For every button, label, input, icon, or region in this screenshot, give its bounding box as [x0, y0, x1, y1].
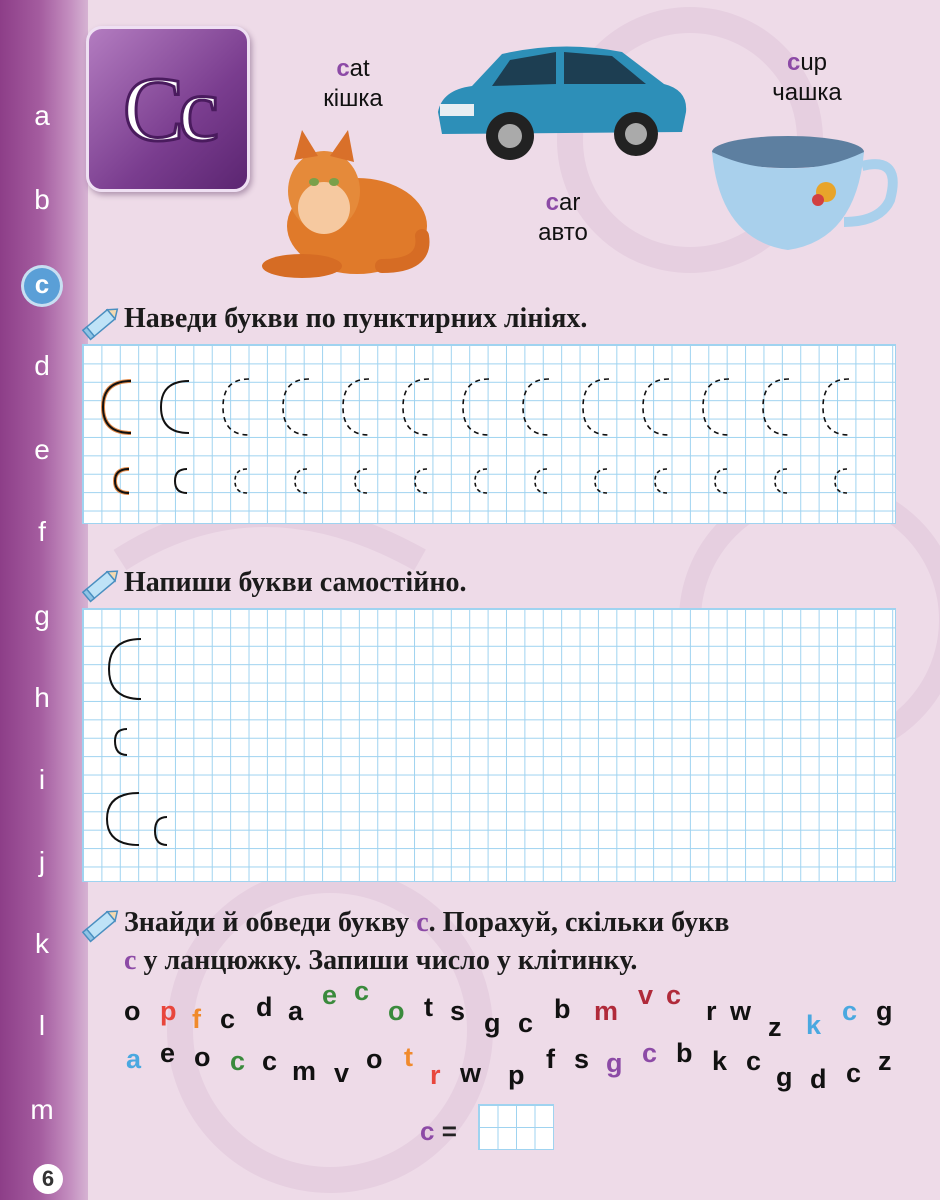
word-cup-rest: up — [800, 49, 828, 76]
answer-label — [420, 1116, 457, 1147]
side-letter-k: k — [35, 928, 49, 959]
chain-letter[interactable]: k — [712, 1046, 728, 1076]
side-letter-f: f — [38, 516, 46, 547]
side-letter-c-active: c — [24, 268, 60, 304]
chain-letter[interactable]: g — [606, 1048, 623, 1078]
instruction-find-line2 — [124, 942, 637, 980]
chain-letter[interactable]: c — [354, 976, 370, 1006]
side-letter-b: b — [34, 184, 50, 215]
letter-tile — [86, 26, 250, 192]
chain-letter[interactable]: o — [366, 1044, 383, 1074]
instruction-find-letter: c — [416, 907, 429, 938]
chain-letter[interactable]: z — [768, 1012, 782, 1042]
chain-letter[interactable]: w — [460, 1058, 482, 1088]
page-number: 6 — [33, 1164, 63, 1194]
chain-letter[interactable]: o — [194, 1042, 211, 1072]
chain-letter[interactable]: v — [334, 1058, 350, 1088]
trace-grid[interactable] — [82, 344, 896, 524]
instruction-write: Напиши букви самостійно. — [124, 567, 467, 598]
chain-letter[interactable]: k — [806, 1010, 822, 1040]
answer-letter: c — [420, 1116, 435, 1146]
chain-letter[interactable]: s — [574, 1044, 590, 1074]
write-example-pair — [83, 609, 84, 610]
word-cat-first-letter: c — [336, 55, 350, 82]
chain-letter[interactable]: m — [292, 1056, 317, 1086]
word-cat — [298, 54, 408, 114]
chain-letter[interactable]: f — [546, 1044, 555, 1074]
chain-letter[interactable]: c — [230, 1046, 246, 1076]
letter-tile-text: Cc — [122, 58, 214, 160]
chain-letter[interactable]: g — [484, 1008, 501, 1038]
chain-letter[interactable]: t — [404, 1042, 413, 1072]
alphabet-sidebar — [0, 0, 88, 1200]
pencil-icon — [80, 302, 124, 342]
side-letter-g: g — [34, 600, 50, 631]
instruction-find-text-a: Знайди й обведи букву — [124, 907, 417, 938]
chain-letter[interactable]: s — [450, 996, 466, 1026]
word-cat-translation: кішка — [323, 85, 383, 112]
word-car — [508, 188, 618, 248]
chain-letter[interactable]: c — [746, 1046, 762, 1076]
chain-letter[interactable]: b — [676, 1038, 693, 1068]
chain-letter[interactable]: e — [160, 1038, 176, 1068]
chain-letter[interactable]: f — [192, 1004, 201, 1034]
answer-equals: = — [434, 1116, 457, 1146]
chain-letter[interactable]: c — [220, 1004, 236, 1034]
instruction-find-line1 — [124, 904, 729, 942]
chain-letter[interactable]: g — [776, 1062, 793, 1092]
chain-letter[interactable]: d — [256, 992, 273, 1022]
chain-letter[interactable]: g — [876, 996, 893, 1026]
word-car-translation: авто — [538, 219, 588, 246]
chain-letter[interactable]: c — [842, 996, 858, 1026]
instruction-trace: Наведи букви по пунктирних лініях. — [124, 303, 588, 334]
side-letter-a: a — [34, 100, 50, 131]
trace-letters — [83, 345, 895, 523]
chain-letter[interactable]: c — [642, 1038, 658, 1068]
chain-letter[interactable]: p — [160, 996, 177, 1026]
car-illustration — [432, 34, 692, 166]
chain-letter[interactable]: o — [388, 996, 405, 1026]
chain-letter[interactable]: c — [262, 1046, 278, 1076]
chain-letter[interactable]: c — [666, 980, 682, 1010]
chain-letter[interactable]: d — [810, 1064, 827, 1094]
chain-letter[interactable]: z — [878, 1046, 892, 1076]
chain-letter[interactable]: v — [638, 980, 654, 1010]
side-letter-m: m — [30, 1094, 54, 1125]
side-letter-e: e — [34, 434, 50, 465]
side-letter-h: h — [34, 682, 50, 713]
chain-letter[interactable]: b — [554, 994, 571, 1024]
word-car-first-letter: c — [545, 189, 559, 216]
write-grid[interactable] — [82, 608, 896, 882]
word-cup — [752, 48, 862, 108]
chain-letter[interactable]: p — [508, 1060, 525, 1090]
cup-illustration — [706, 130, 906, 260]
chain-letter[interactable]: r — [430, 1060, 441, 1090]
chain-letter[interactable]: m — [594, 996, 619, 1026]
chain-letter[interactable]: e — [322, 980, 338, 1010]
side-letter-d: d — [34, 350, 50, 381]
write-example-strokes — [83, 609, 895, 881]
chain-letter[interactable]: w — [730, 996, 752, 1026]
answer-input-box[interactable] — [478, 1104, 554, 1150]
pencil-icon — [80, 564, 124, 604]
chain-letter[interactable]: o — [124, 996, 141, 1026]
chain-letter[interactable]: c — [846, 1058, 862, 1088]
chain-letter[interactable]: r — [706, 996, 717, 1026]
instruction-find-letter-2: c — [124, 945, 137, 976]
chain-letter[interactable]: t — [424, 992, 433, 1022]
chain-letter[interactable]: a — [288, 996, 304, 1026]
chain-letter[interactable]: a — [126, 1044, 142, 1074]
cat-illustration — [262, 116, 432, 286]
word-cat-rest: at — [349, 55, 370, 82]
word-cup-translation: чашка — [772, 79, 842, 106]
word-car-rest: ar — [559, 189, 581, 216]
instruction-find-text-b: . Порахуй, скільки букв — [428, 907, 730, 938]
side-letter-i: i — [38, 764, 46, 795]
side-letter-l: l — [38, 1010, 46, 1041]
pencil-icon — [80, 904, 124, 944]
instruction-find-text-c: у ланцюжку. Запиши число у клітинку. — [136, 945, 638, 976]
side-letter-j: j — [38, 846, 46, 877]
chain-letter[interactable]: c — [518, 1008, 534, 1038]
word-cup-first-letter: c — [786, 49, 801, 76]
